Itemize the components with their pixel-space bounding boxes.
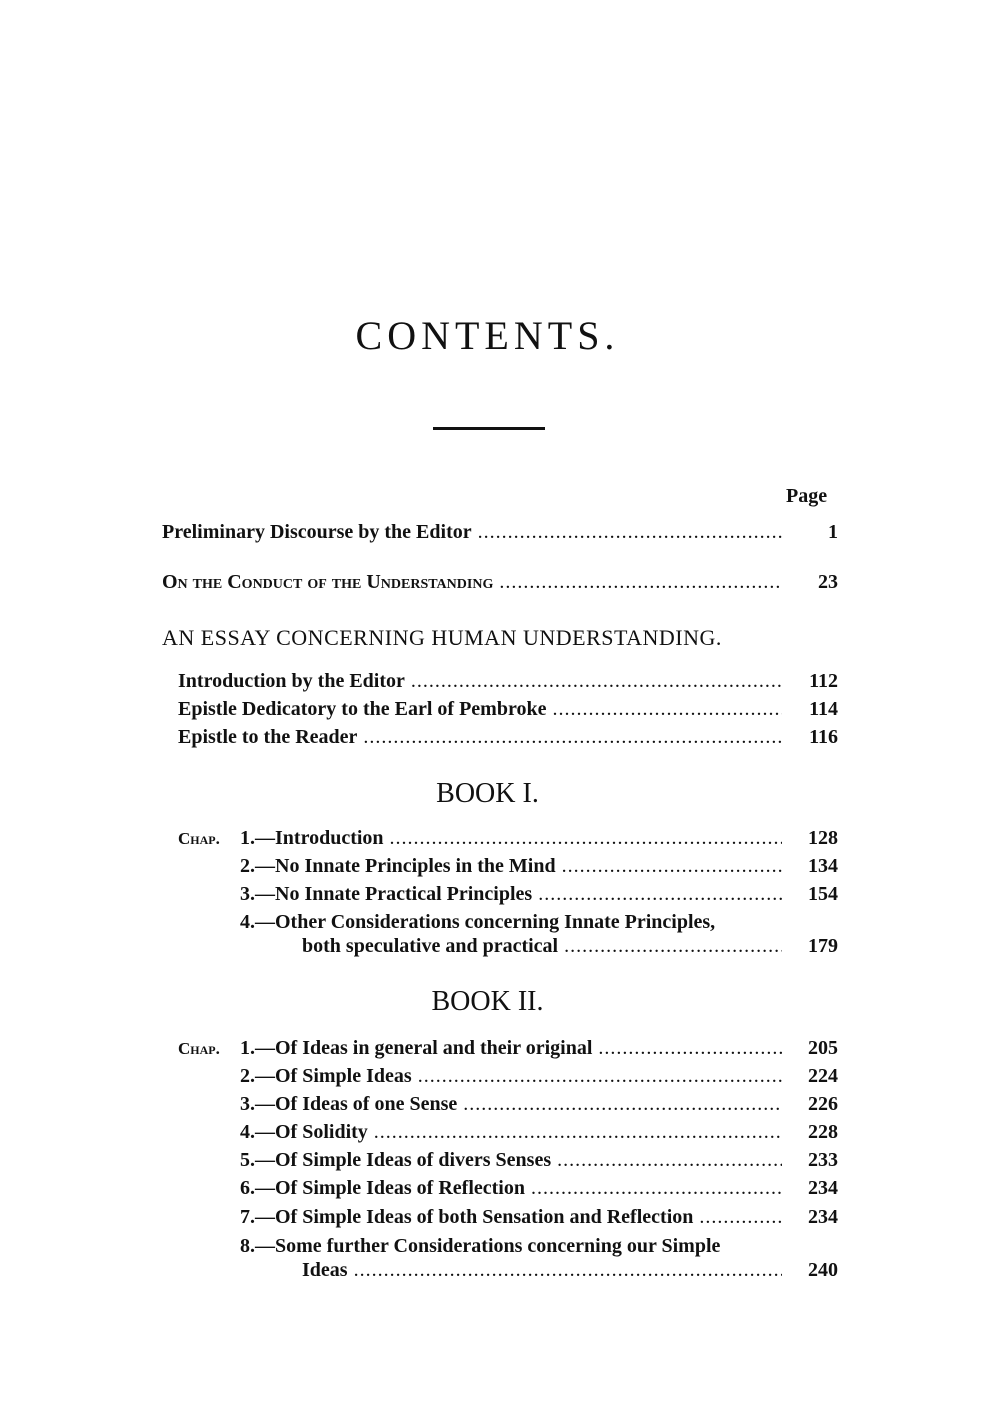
toc-entry-label: On the Conduct of the Understanding [162, 571, 494, 593]
chapter-label: 1.—Of Ideas in general and their original [240, 1037, 593, 1059]
chapter-page: 128 [808, 827, 838, 849]
dot-leader [557, 1148, 782, 1172]
chapter-entry [178, 1120, 838, 1144]
toc-entry [178, 669, 838, 693]
toc-entry-page: 116 [809, 726, 838, 748]
toc-entry [162, 570, 838, 594]
dot-leader [699, 1205, 782, 1229]
chapter-entry [178, 1234, 838, 1258]
chapter-page: 228 [808, 1121, 838, 1143]
toc-entry [162, 520, 838, 544]
toc-entry-page: 23 [818, 571, 838, 593]
chapter-entry [178, 882, 838, 906]
chapter-label: 8.—Some further Considerations concerning our Simple [240, 1235, 721, 1257]
chapter-page: 240 [808, 1259, 838, 1281]
chapter-label: 3.—Of Ideas of one Sense [240, 1093, 458, 1115]
dot-leader [499, 570, 782, 594]
chapter-entry [178, 910, 838, 934]
toc-entry-label: Epistle to the Reader [178, 726, 358, 748]
toc-entry [178, 697, 838, 721]
dot-leader [363, 725, 782, 749]
chap-label: Chap. [178, 829, 220, 848]
dot-leader [478, 520, 782, 544]
chapter-label: 6.—Of Simple Ideas of Reflection [240, 1177, 525, 1199]
chapter-entry [178, 1064, 838, 1088]
toc-entry [178, 725, 838, 749]
chapter-entry-continued [302, 1258, 838, 1282]
dot-leader [463, 1092, 782, 1116]
dot-leader [538, 882, 782, 906]
chapter-page: 134 [808, 855, 838, 877]
chapter-label: 1.—Introduction [240, 827, 384, 849]
chapter-label: 4.—Other Considerations concerning Innate Principles, [240, 911, 716, 933]
chapter-label-cont: Ideas [302, 1259, 348, 1281]
chapter-page: 205 [808, 1037, 838, 1059]
chapter-entry [178, 1176, 838, 1200]
book-1-heading: BOOK I. [436, 778, 539, 809]
chapter-label: 2.—No Innate Principles in the Mind [240, 855, 556, 877]
chapter-label: 4.—Of Solidity [240, 1121, 368, 1143]
book-2-heading: BOOK II. [431, 986, 544, 1017]
chapter-entry-continued [302, 934, 838, 958]
chapter-entry [178, 826, 838, 851]
chapter-page: 154 [808, 883, 838, 905]
toc-entry-label: Preliminary Discourse by the Editor [162, 521, 472, 543]
chapter-entry [178, 1205, 838, 1229]
dot-leader [354, 1258, 782, 1282]
dot-leader [531, 1176, 782, 1200]
page-title: CONTENTS. [355, 313, 620, 358]
chapter-page: 224 [808, 1065, 838, 1087]
chapter-entry [178, 1092, 838, 1116]
chapter-entry [178, 1148, 838, 1172]
chapter-label: 5.—Of Simple Ideas of divers Senses [240, 1149, 552, 1171]
toc-entry-label: Introduction by the Editor [178, 670, 405, 692]
title-rule [433, 427, 545, 430]
toc-entry-page: 114 [809, 698, 838, 720]
dot-leader [562, 854, 782, 878]
dot-leader [552, 697, 782, 721]
dot-leader [411, 669, 782, 693]
page-column-header: Page [786, 485, 828, 507]
chap-label: Chap. [178, 1039, 220, 1058]
dot-leader [374, 1120, 782, 1144]
dot-leader [418, 1064, 782, 1088]
chapter-page: 234 [808, 1177, 838, 1199]
chapter-page: 226 [808, 1093, 838, 1115]
chapter-label: 2.—Of Simple Ideas [240, 1065, 412, 1087]
toc-entry-page: 1 [828, 521, 838, 543]
chapter-label: 3.—No Innate Practical Principles [240, 883, 533, 905]
dot-leader [390, 826, 782, 850]
chapter-label: 7.—Of Simple Ideas of both Sensation and Reflection [240, 1206, 694, 1228]
essay-heading: AN ESSAY CONCERNING HUMAN UNDERSTANDING. [162, 625, 722, 650]
toc-entry-page: 112 [809, 670, 838, 692]
dot-leader [598, 1036, 782, 1060]
chapter-page: 234 [808, 1206, 838, 1228]
chapter-label-cont: both speculative and practical [302, 935, 559, 957]
chapter-page: 233 [808, 1149, 838, 1171]
chapter-entry [178, 854, 838, 878]
chapter-entry [178, 1036, 838, 1061]
chapter-page: 179 [808, 935, 838, 957]
dot-leader [564, 934, 782, 958]
toc-entry-label: Epistle Dedicatory to the Earl of Pembroke [178, 698, 547, 720]
